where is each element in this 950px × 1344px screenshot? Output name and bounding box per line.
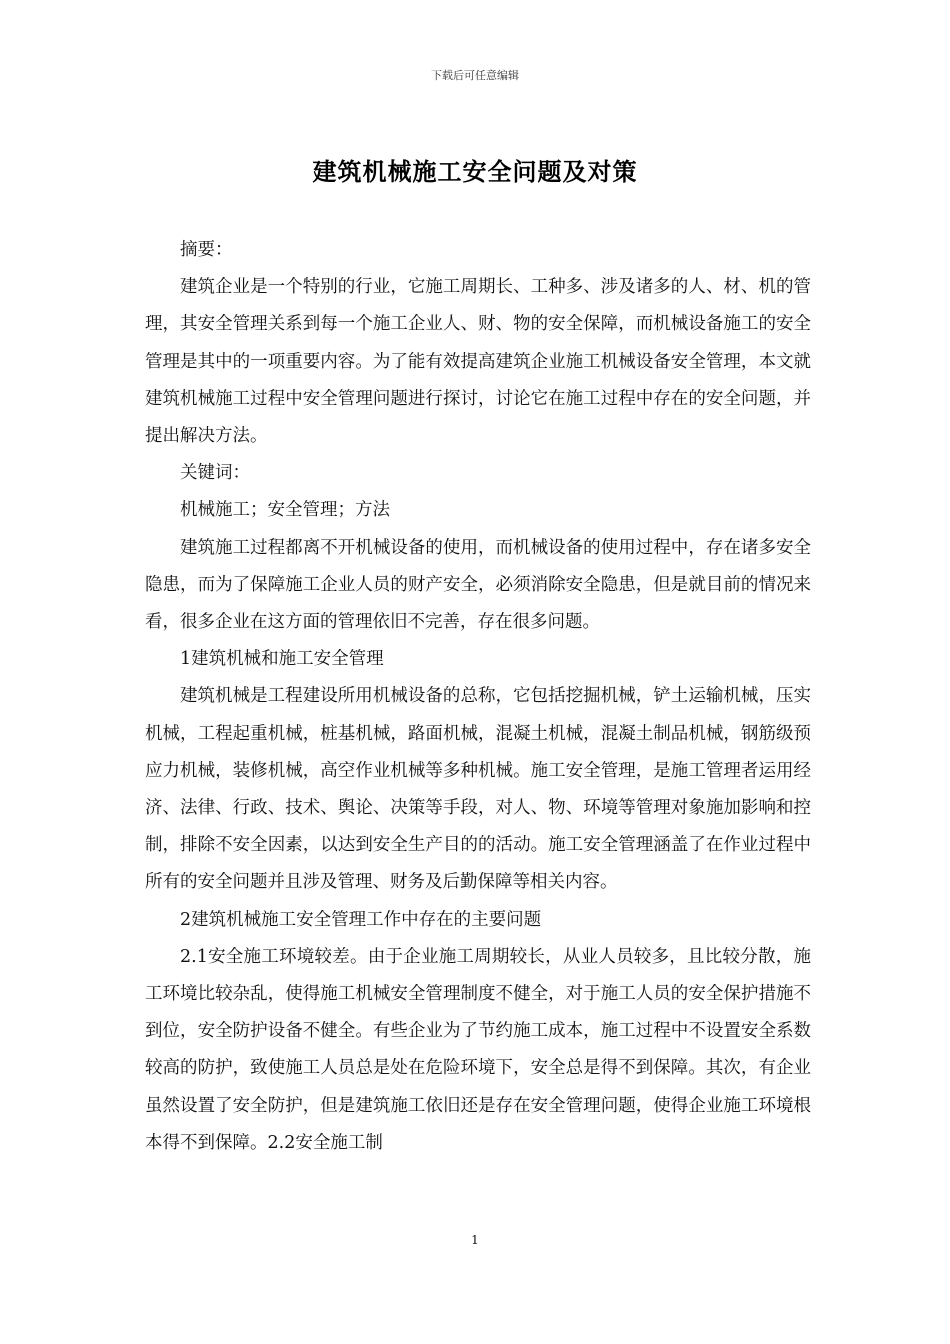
keywords-list: 机械施工；安全管理；方法: [180, 500, 390, 521]
abstract-paragraph: 建筑企业是一个特别的行业，它施工周期长、工种多、涉及诸多的人、材、机的管理，其安全管理关系到每一个施工企业人、财、物的安全保障，而机械设备施工的安全管理是其中的一项重要内容。为了能有效提高建筑企业施工机械设备安全管理，本文就建筑机械施工过程中安全管理问题进行探讨，讨论它在施工过程中存在的安全问题，并提出解决方法。: [145, 277, 811, 447]
section-2-heading: 2建筑机械施工安全管理工作中存在的主要问题: [180, 909, 542, 930]
section-2-1-paragraph: 2.1安全施工环境较差。由于企业施工周期较长，从业人员较多，且比较分散，施工环境比较杂乱，使得施工机械安全管理制度不健全，对于施工人员的安全保护措施不到位，安全防护设备不健全。有些企业为了节约施工成本，施工过程中不设置安全系数较高的防护，致使施工人员总是处在危险环境下，安全总是得不到保障。其次，有企业虽然设置了安全防护，但是建筑施工依旧还是存在安全管理问题，使得企业施工环境根本得不到保障。2.2安全施工制: [145, 946, 811, 1153]
page-number: 1: [471, 1233, 479, 1247]
abstract-heading: 摘要：: [180, 240, 233, 260]
page-header-note: 下载后可任意编辑: [431, 69, 519, 82]
keywords-heading: 关键词：: [180, 463, 250, 484]
section-1-heading: 1建筑机械和施工安全管理: [180, 649, 384, 670]
document-body: [145, 232, 811, 1162]
section-1-paragraph: 建筑机械是工程建设所用机械设备的总称，它包括挖掘机械，铲土运输机械，压实机械，工程起重机械，桩基机械，路面机械，混凝土机械，混凝土制品机械，钢筋级预应力机械，装修机械，高空作业机械等多种机械。施工安全管理，是施工管理者运用经济、法律、行政、技术、舆论、决策等手段，对人、物、环境等管理对象施加影响和控制，排除不安全因素，以达到安全生产目的的活动。施工安全管理涵盖了在作业过程中所有的安全问题并且涉及管理、财务及后勤保障等相关内容。: [145, 686, 811, 893]
document-title: 建筑机械施工安全问题及对策: [312, 157, 638, 186]
intro-paragraph: 建筑施工过程都离不开机械设备的使用，而机械设备的使用过程中，存在诸多安全隐患，而为了保障施工企业人员的财产安全，必须消除安全隐患，但是就目前的情况来看，很多企业在这方面的管理依旧不完善，存在很多问题。: [145, 537, 811, 633]
